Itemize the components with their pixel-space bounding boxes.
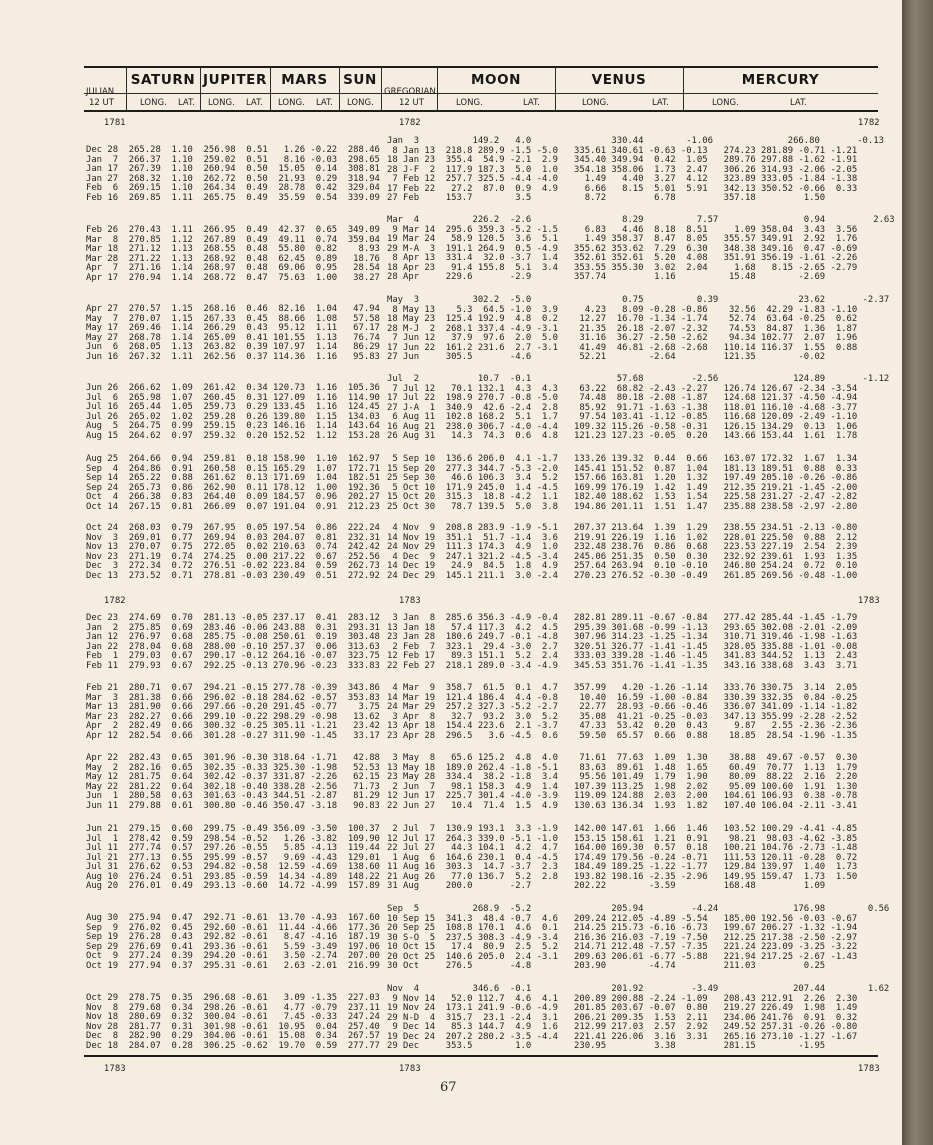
- left-block-1: [86, 146, 380, 203]
- right-block-8: [387, 684, 857, 741]
- right-block-text: Sep 5 268.9 -5.2 205.94 -4.24 176.98 0.56 10 Sep 15 341.3 48.4 -0.7 4.6 209.24 212.05 -4.89 -5.54 185.00 192.56 -0.03 -0.67 20 Sep 25 108.8 170.1 4.6 0.1 214.25 215.73 -6.16 -6.73 199.67 206.27 -1.32 -1.94 30 S-O 5 237.5 308.3 -4.9 -3.4 216.36 216.03 -7.19 -7.50 212.25 217.38 -2.50 -2.97 10 Oct 15 17.4 80.9 2.5 5.2 214.71 212.48 -7.57 -7.35 221.24 223.09 -3.25 -3.22 20 Oct 25 140.6 205.0 2.4 -3.1 209.63 206.61 -6.77 -5.88 221.94 217.25 -2.67 -1.43 30 Oct 276.5 -4.8 203.90 -4.74 211.03 0.25: [387, 904, 890, 971]
- rule-bottom: [84, 1055, 878, 1057]
- label-gregorian: GREGORIAN: [384, 87, 436, 97]
- header-sun: SUN: [343, 72, 377, 88]
- header-saturn: SATURN: [130, 72, 196, 88]
- right-block-text: 3 Jan 8 285.6 356.3 -4.9 -0.4 282.81 289.11 -0.67 -0.84 277.42 285.44 -1.45 -1.79 13 Jan 18 57.4 117.3 4.2 4.5 295.39 301.68 -0.99 -1.13 293.65 302.08 -2.01 -2.09 23 Jan 28 180.6 249.7 -0.1 -4.8 307.96 314.23 -1.25 -1.34 310.71 319.46 -1.98 -1.63 2 Feb 7 323.1 29.4 -3.0 2.7 320.51 326.77 -1.41 -1.45 328.05 335.88 -1.01 -0.08 12 Feb 17 89.3 151.1 5.2 2.4 333.03 339.28 -1.46 -1.45 341.83 344.52 1.13 2.43 22 Feb 27 218.1 289.0 -3.4 -4.9 345.53 351.76 -1.41 -1.35 343.16 338.68 3.43 3.71: [387, 613, 858, 671]
- right-block-10: [387, 825, 857, 892]
- right-block-text: 4 Nov 9 208.8 283.9 -1.9 -5.1 207.37 213.64 1.39 1.29 238.55 234.51 -2.13 -0.80 14 Nov 19 351.1 51.7 -1.4 3.6 219.91 226.19 1.16 1.02 228.01 225.50 0.88 2.12 24 Nov 29 111.3 174.3 4.9 1.0 232.48 238.76 0.86 0.68 223.53 227.19 2.54 2.39 4 Dec 9 247.1 321.2 -4.5 -3.4 245.06 251.35 0.50 0.30 232.92 239.61 1.93 1.35 14 Dec 19 24.9 84.5 1.8 4.9 257.64 263.94 0.10 -0.10 246.80 254.24 0.72 0.10 24 Dec 29 145.1 211.1 3.0 -2.4 270.23 276.52 -0.30 -0.49 261.85 269.56 -0.48 -1.00: [387, 523, 858, 581]
- right-block-text: Jul 2 10.7 -0.1 57.68 -2.56 124.89 -1.12 7 Jul 12 70.1 132.1 4.3 4.3 63.22 68.82 -2.43 -2.27 126.74 126.67 -2.34 -3.54 17 Jul 22 198.9 270.7 -0.8 -5.0 74.48 80.18 -2.08 -1.87 124.68 121.37 -4.50 -4.94 27 J-A 1 340.9 42.6 -2.4 2.8 85.92 91.71 -1.63 -1.38 118.01 116.10 -4.68 -3.77 6 Aug 11 102.8 168.2 5.1 1.7 97.54 103.41 -1.12 -0.85 116.68 120.09 -2.49 -1.10 16 Aug 21 238.0 306.7 -4.0 -4.4 109.32 115.26 -0.58 -0.31 126.15 134.29 0.13 1.06 26 Aug 31 14.3 74.3 0.6 4.8 121.23 127.23 -0.05 0.20 143.66 153.44 1.61 1.78: [387, 374, 890, 441]
- right-block-text: 5 Sep 10 136.6 206.0 4.1 -1.7 133.26 139.32 0.44 0.66 163.07 172.32 1.67 1.34 15 Sep 20 277.3 344.7 -5.3 -2.0 145.41 151.52 0.87 1.04 181.13 189.51 0.88 0.33 25 Sep 30 46.6 106.3 3.4 5.2 157.66 163.81 1.20 1.32 197.49 205.10 -0.26 -0.86 5 Oct 10 171.9 245.0 1.4 -4.5 169.99 176.19 1.42 1.49 212.35 219.21 -1.45 -2.00 15 Oct 20 315.3 18.8 -4.2 1.1 182.40 188.62 1.53 1.54 225.58 231.27 -2.47 -2.82 25 Oct 30 78.7 139.5 5.0 3.8 194.86 201.11 1.51 1.47 235.88 238.58 -2.97 -2.80: [387, 454, 858, 512]
- left-block-text: Oct 24 268.03 0.79 267.95 0.05 197.54 0.86 222.24 Nov 3 269.01 0.77 269.94 0.03 204.07 0.81 232.31 Nov 13 270.07 0.75 272.05 0.02 210.63 0.74 242.42 Nov 23 271.19 0.74 274.25 0.00 217.22 0.67 252.56 Dec 3 272.34 0.72 276.51 -0.02 223.84 0.59 262.73 Dec 13 273.52 0.71 278.81 -0.03 230.49 0.51 272.92: [86, 523, 380, 581]
- label-mars-long: LONG.: [278, 98, 305, 108]
- left-block-12: [86, 994, 380, 1051]
- label-saturn-lat: LAT.: [178, 98, 195, 108]
- right-block-12: [387, 985, 889, 1052]
- year-right-top-edge: 1782: [858, 118, 880, 128]
- book-edge: [902, 0, 933, 1145]
- label-jupiter-long: LONG.: [208, 98, 235, 108]
- header-mercury: MERCURY: [741, 72, 820, 88]
- rule-subheader: [84, 110, 878, 112]
- label-moon-lat: LAT.: [523, 98, 540, 108]
- year-right-top: 1782: [399, 118, 421, 128]
- right-block-text: Jan 3 149.2 4.0 330.44 -1.06 266.80 -0.13 8 Jan 13 218.8 289.9 -1.5 -5.0 335.61 340.61 -0.63 -0.13 274.23 281.89 -0.71 -1.21 18 Jan 23 355.4 54.9 -2.1 2.9 345.40 349.94 0.42 1.05 289.76 297.88 -1.62 -1.91 28 J-F 2 117.9 187.3 5.0 1.0 354.18 358.06 1.73 2.47 306.26 314.93 -2.06 -2.05 7 Feb 12 257.7 325.5 -4.4 -4.0 1.49 4.40 3.27 4.12 323.89 333.05 -1.84 -1.38 17 Feb 22 27.2 87.0 0.9 4.9 6.66 8.15 5.01 5.91 342.13 350.52 -0.66 0.33 27 Feb 153.7 3.5 8.72 6.78 357.18 1.50: [387, 136, 884, 203]
- right-block-text: May 3 302.2 -5.0 0.75 0.39 23.62 -2.37 8 May 13 5.3 64.5 -1.0 3.9 4.23 8.09 -0.28 -0.86 32.56 42.29 -1.83 -1.10 18 May 23 125.4 192.9 4.8 0.2 12.27 16.70 -1.34 -1.74 52.74 63.64 -0.25 0.62 28 M-J 2 268.1 337.4 -4.9 -3.1 21.35 26.18 -2.07 -2.32 74.53 84.87 1.36 1.87 7 Jun 12 37.9 97.6 2.0 5.0 31.16 36.27 -2.50 -2.62 94.34 102.77 2.07 1.96 17 Jun 22 161.2 231.6 2.7 -3.1 41.49 46.81 -2.68 -2.68 110.14 116.37 1.55 0.88 27 Jun 305.5 -4.6 52.21 -2.64 121.35 -0.02: [387, 295, 890, 362]
- left-block-2: [86, 226, 380, 283]
- left-block-10: [86, 825, 380, 892]
- label-mercury-long: LONG.: [712, 98, 739, 108]
- label-saturn-long: LONG.: [140, 98, 167, 108]
- header-jupiter: JUPITER: [203, 72, 267, 88]
- left-block-text: Aug 30 275.94 0.47 292.71 -0.61 13.70 -4.93 167.60 Sep 9 276.02 0.45 292.60 -0.61 11.44 -4.66 177.36 Sep 19 276.28 0.43 292.82 -0.61 8.47 -4.16 187.19 Sep 29 276.69 0.41 293.36 -0.61 5.59 -3.49 197.06 Oct 9 277.24 0.39 294.20 -0.61 3.50 -2.74 207.00 Oct 19 277.94 0.37 295.31 -0.61 2.63 -2.01 216.99: [86, 913, 380, 971]
- col-divider-sun: [381, 66, 382, 111]
- label-julian-ut: 12 UT: [89, 98, 114, 108]
- left-block-7: [86, 614, 380, 671]
- right-block-2: [387, 216, 895, 283]
- header-mars: MARS: [281, 72, 328, 88]
- left-block-8: [86, 684, 380, 741]
- year-left-mid: 1782: [104, 596, 126, 606]
- right-block-text: Nov 4 346.6 -0.1 201.92 -3.49 207.44 1.62 9 Nov 14 52.0 112.7 4.6 4.1 200.89 200.88 -2.24 -1.09 208.43 212.91 2.26 2.30 19 Nov 24 173.1 241.9 -0.6 -4.9 201.85 203.67 -0.07 0.80 219.27 226.49 1.98 1.49 29 N-D 4 315.7 23.1 -2.4 3.1 206.21 209.35 1.53 2.11 234.06 241.76 0.91 0.32 9 Dec 14 85.3 144.7 4.9 1.6 212.99 217.03 2.57 2.92 249.52 257.31 -0.26 -0.80 19 Dec 24 207.2 280.2 -3.5 -4.4 221.41 226.06 3.16 3.31 265.16 273.10 -1.27 -1.67 29 Dec 353.5 1.0 230.95 3.38 281.15 -1.95: [387, 984, 890, 1051]
- header-venus: VENUS: [591, 72, 647, 88]
- year-center-mid: 1783: [399, 596, 421, 606]
- left-block-text: Apr 22 282.43 0.65 301.96 -0.30 318.64 -1.71 42.88 May 2 282.16 0.65 302.35 -0.33 325.30 -1.98 52.53 May 12 281.75 0.64 302.42 -0.37 331.87 -2.26 62.15 May 22 281.22 0.64 302.18 -0.40 338.28 -2.56 71.73 Jun 1 280.58 0.63 301.63 -0.43 344.51 -2.87 81.29 Jun 11 279.88 0.61 300.80 -0.46 350.47 -3.18 90.83: [86, 753, 380, 811]
- label-gregorian-ut: 12 UT: [399, 98, 424, 108]
- left-block-11: [86, 914, 380, 971]
- right-block-3: [387, 296, 889, 363]
- left-block-text: Feb 21 280.71 0.67 294.21 -0.15 277.78 -0.39 343.86 Mar 3 281.38 0.66 296.02 -0.18 284.62 -0.57 353.83 Mar 13 281.90 0.66 297.66 -0.20 291.45 -0.77 3.75 Mar 23 282.27 0.66 299.10 -0.22 298.29 -0.98 13.62 Apr 2 282.49 0.66 300.32 -0.25 305.11 -1.21 23.42 Apr 12 282.54 0.66 301.28 -0.27 311.90 -1.45 33.17: [86, 683, 380, 741]
- left-block-text: Feb 26 270.43 1.11 266.95 0.49 42.37 0.65 349.09 Mar 8 270.85 1.12 267.89 0.49 49.11 0.74 359.04 Mar 18 271.12 1.13 268.55 0.48 55.80 0.82 8.93 Mar 28 271.22 1.13 268.92 0.48 62.45 0.89 18.76 Apr 7 271.16 1.14 268.97 0.48 69.06 0.95 28.54 Apr 17 270.94 1.14 268.72 0.47 75.63 1.00 38.27: [86, 225, 380, 283]
- year-center-bottom: 1783: [399, 1064, 421, 1074]
- rule-top: [84, 66, 878, 68]
- year-left-top: 1781: [104, 118, 126, 128]
- left-block-9: [86, 754, 380, 811]
- label-venus-long: LONG.: [582, 98, 609, 108]
- right-block-4: [387, 375, 889, 442]
- left-block-text: Apr 27 270.57 1.15 268.16 0.46 82.16 1.04 47.94 May 7 270.07 1.15 267.33 0.45 88.66 1.08 57.58 May 17 269.46 1.14 266.29 0.43 95.12 1.11 67.17 May 27 268.78 1.14 265.09 0.41 101.55 1.13 76.74 Jun 6 268.05 1.13 263.82 0.39 107.97 1.14 86.29 Jun 16 267.32 1.11 262.56 0.37 114.36 1.16 95.83: [86, 304, 380, 362]
- year-left-bottom: 1783: [104, 1064, 126, 1074]
- right-block-text: Mar 4 226.2 -2.6 8.29 7.57 0.94 2.63 9 Mar 14 295.6 359.3 -5.2 -1.5 6.83 4.46 8.18 8.51 1.09 358.04 3.43 3.56 19 Mar 24 58.9 120.5 3.6 5.1 1.49 358.37 8.47 8.05 355.57 349.91 2.92 1.76 29 M-A 3 191.1 264.9 0.5 -4.9 355.62 353.62 7.29 6.30 348.38 349.16 0.47 -0.69 8 Apr 13 331.4 32.0 -3.7 1.4 352.61 352.61 5.20 4.08 351.91 356.19 -1.61 -2.26 18 Apr 23 91.4 155.8 5.1 3.4 353.55 355.30 3.02 2.04 1.68 8.15 -2.65 -2.79 28 Apr 229.6 -2.9 357.74 1.16 15.48 -2.69: [387, 215, 895, 282]
- year-right-mid: 1783: [858, 596, 880, 606]
- label-mercury-lat: LAT.: [790, 98, 807, 108]
- right-block-11: [387, 905, 889, 972]
- page-number: 67: [440, 1080, 457, 1095]
- label-julian: JULIAN: [86, 87, 115, 97]
- right-block-1: [387, 137, 884, 204]
- right-block-7: [387, 614, 857, 671]
- right-block-text: 2 Jul 7 130.9 193.1 3.3 -1.9 142.00 147.61 1.66 1.46 103.52 100.29 -4.41 -4.85 12 Jul 17 264.3 339.0 -5.1 -1.0 153.15 158.61 1.21 0.91 98.21 98.03 -4.62 -3.85 22 Jul 27 44.3 104.1 4.2 4.7 164.00 169.30 0.57 0.18 100.21 104.76 -2.73 -1.48 1 Aug 6 164.6 230.1 0.4 -4.5 174.49 179.56 -0.24 -0.71 111.53 120.11 -0.28 0.72 11 Aug 16 303.3 14.7 -3.7 2.3 184.49 189.25 -1.22 -1.77 129.84 139.97 1.40 1.73 21 Aug 26 77.0 136.7 5.2 2.8 193.82 198.16 -2.35 -2.96 149.95 159.47 1.73 1.50 31 Aug 200.0 -2.7 202.22 -3.59 168.48 1.09: [387, 824, 858, 891]
- left-block-text: Jun 26 266.62 1.09 261.42 0.34 120.73 1.16 105.36 Jul 6 265.98 1.07 260.45 0.31 127.09 1.16 114.90 Jul 16 265.44 1.05 259.73 0.29 133.45 1.16 124.45 Jul 26 265.02 1.02 259.28 0.26 139.80 1.15 134.03 Aug 5 264.75 0.99 259.15 0.23 146.16 1.14 143.64 Aug 15 264.62 0.97 259.32 0.20 152.52 1.12 153.28: [86, 383, 380, 441]
- left-block-text: Dec 23 274.69 0.70 281.13 -0.05 237.17 0.41 283.12 Jan 2 275.85 0.69 283.46 -0.06 243.88 0.31 293.31 Jan 12 276.97 0.68 285.75 -0.08 250.61 0.19 303.48 Jan 22 278.04 0.68 288.00 -0.10 257.37 0.06 313.63 Feb 1 279.03 0.67 290.17 -0.12 264.16 -0.07 323.75 Feb 11 279.93 0.67 292.25 -0.13 270.96 -0.23 333.83: [86, 613, 380, 671]
- left-block-6: [86, 524, 380, 581]
- right-block-text: 3 May 8 65.6 125.2 4.8 4.0 71.61 77.63 1.09 1.30 38.88 49.67 -0.57 0.30 13 May 18 189.0 262.4 -1.8 -5.1 83.63 89.61 1.48 1.65 60.49 70.77 1.13 1.79 23 May 28 334.4 38.2 -1.8 3.4 95.56 101.49 1.79 1.90 80.09 88.22 2.16 2.20 2 Jun 7 98.1 158.3 4.9 1.4 107.39 113.25 1.98 2.02 95.09 100.60 1.91 1.30 12 Jun 17 225.7 301.4 -4.0 -3.9 119.09 124.88 2.03 2.00 104.61 106.93 0.38 -0.78 22 Jun 27 10.4 71.4 1.5 4.9 130.63 136.34 1.93 1.82 107.40 106.04 -2.11 -3.41: [387, 753, 858, 811]
- header-moon: MOON: [470, 72, 522, 88]
- left-block-text: Oct 29 278.75 0.35 296.68 -0.61 3.09 -1.35 227.03 Nov 8 279.68 0.34 298.26 -0.61 4.77 -0.79 237.11 Nov 18 280.69 0.32 300.04 -0.61 7.45 -0.33 247.24 Nov 28 281.77 0.31 301.98 -0.61 10.95 0.04 257.40 Dec 8 282.90 0.29 304.06 -0.61 15.08 0.34 267.57 Dec 18 284.07 0.28 306.25 -0.62 19.70 0.59 277.77: [86, 993, 380, 1051]
- right-block-9: [387, 754, 857, 811]
- left-block-4: [86, 384, 380, 441]
- year-right-bottom: 1783: [858, 1064, 880, 1074]
- left-block-3: [86, 305, 380, 362]
- label-venus-lat: LAT.: [652, 98, 669, 108]
- left-block-text: Jun 21 279.15 0.60 299.75 -0.49 356.09 -3.50 100.37 Jul 1 278.42 0.59 298.54 -0.52 1.26 -3.82 109.90 Jul 11 277.74 0.57 297.26 -0.55 5.85 -4.13 119.44 Jul 21 277.13 0.55 295.99 -0.57 9.69 -4.43 129.01 Jul 31 276.62 0.53 294.82 -0.58 12.59 -4.69 138.60 Aug 10 276.24 0.51 293.85 -0.59 14.34 -4.89 148.22 Aug 20 276.01 0.49 293.13 -0.60 14.72 -4.99 157.89: [86, 824, 380, 891]
- left-block-5: [86, 455, 380, 512]
- left-block-text: Aug 25 264.66 0.94 259.81 0.18 158.90 1.10 162.97 Sep 4 264.86 0.91 260.58 0.15 165.29 1.07 172.71 Sep 14 265.22 0.88 261.62 0.13 171.69 1.04 182.51 Sep 24 265.73 0.86 262.90 0.11 178.12 1.00 192.36 Oct 4 266.38 0.83 264.40 0.09 184.57 0.96 202.27 Oct 14 267.15 0.81 266.09 0.07 191.04 0.91 212.23: [86, 454, 380, 512]
- right-block-text: 4 Mar 9 358.7 61.5 0.1 4.7 357.99 4.20 -1.26 -1.14 333.76 330.75 3.14 2.05 14 Mar 19 121.4 186.4 4.4 -0.8 10.40 16.59 -1.00 -0.84 330.39 332.35 0.84 -0.25 24 Mar 29 257.2 327.3 -5.2 -2.7 22.77 28.93 -0.66 -0.46 336.07 341.09 -1.14 -1.82 3 Apr 8 32.7 93.2 3.0 5.2 35.08 41.21 -0.25 -0.03 347.13 355.99 -2.28 -2.52 13 Apr 18 154.4 223.6 2.1 -3.7 47.33 53.42 0.20 0.43 9.87 2.55 -2.36 -2.36 23 Apr 28 296.5 3.6 -4.5 0.6 59.50 65.57 0.66 0.88 18.85 28.54 -1.96 -1.35: [387, 683, 858, 741]
- rule-header: [84, 93, 878, 94]
- right-block-5: [387, 455, 857, 512]
- right-block-6: [387, 524, 857, 581]
- label-jupiter-lat: LAT.: [246, 98, 263, 108]
- label-moon-long: LONG.: [456, 98, 483, 108]
- label-sun-long: LONG.: [347, 98, 374, 108]
- left-block-text: Dec 28 265.28 1.10 256.98 0.51 1.26 -0.22 288.46 Jan 7 266.37 1.10 259.02 0.51 8.16 -0.03 298.65 Jan 17 267.39 1.10 260.94 0.50 15.05 0.14 308.81 Jan 27 268.32 1.10 262.72 0.50 21.93 0.29 318.94 Feb 6 269.15 1.10 264.34 0.49 28.78 0.42 329.04 Feb 16 269.85 1.11 265.75 0.49 35.59 0.54 339.09: [86, 145, 380, 203]
- label-mars-lat: LAT.: [316, 98, 333, 108]
